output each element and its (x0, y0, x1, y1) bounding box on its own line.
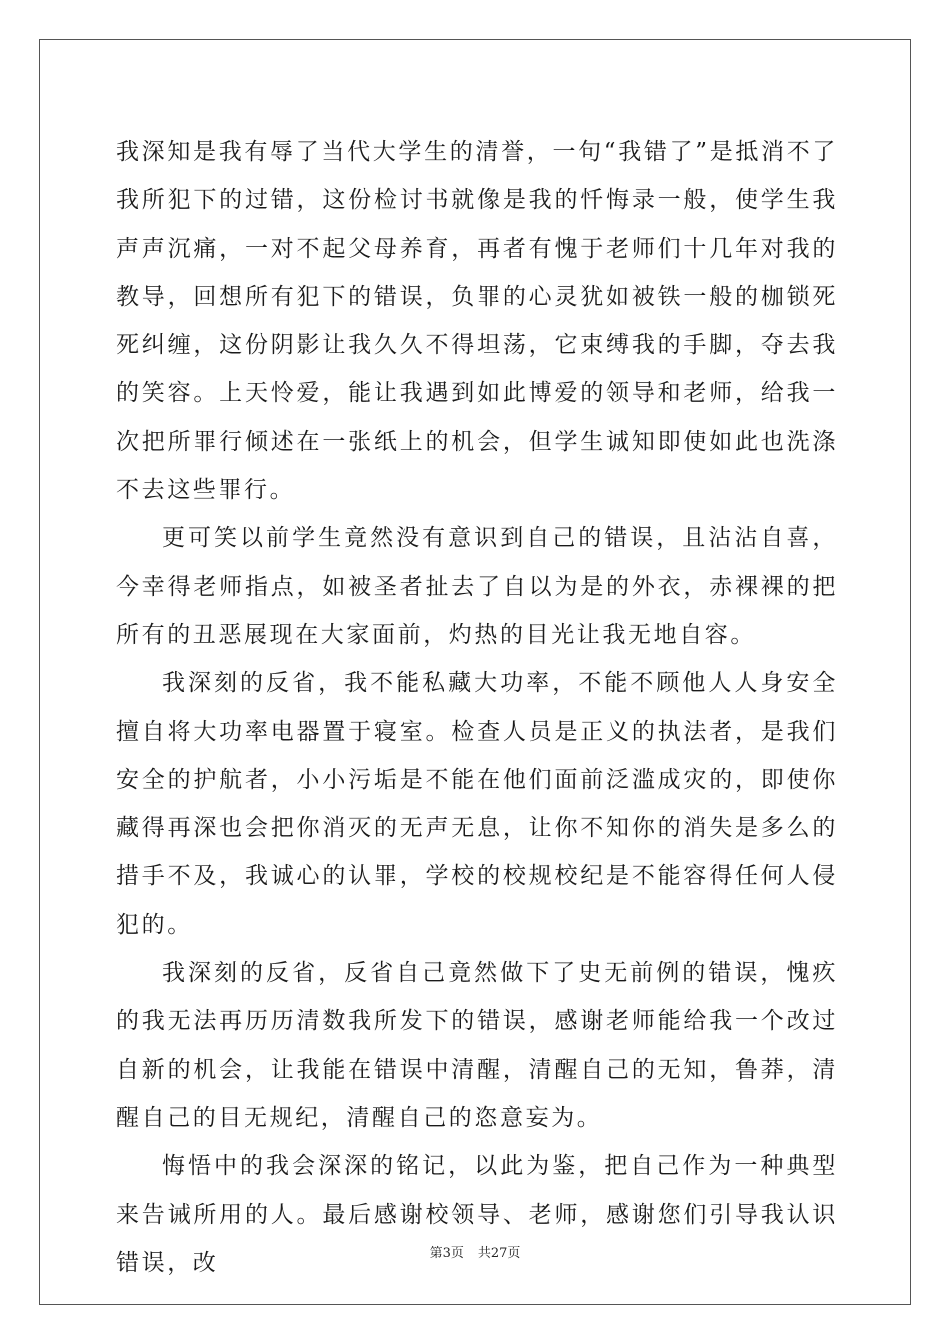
paragraph-3: 我深刻的反省，我不能私藏大功率，不能不顾他人人身安全擅自将大功率电器置于寝室。检查人员是正义的执法者，是我们安全的护航者，小小污垢是不能在他们面前泛滥成灾的，即使你藏得再深也会把你消灭的无声无息，让你不知你的消失是多么的措手不及，我诚心的认罪，学校的校规校纪是不能容得任何人侵犯的。 (116, 670, 838, 938)
document-body (116, 128, 838, 1287)
paragraph-1: 我深知是我有辱了当代大学生的清誉，一句“我错了”是抵消不了我所犯下的过错，这份检讨书就像是我的忏悔录一般，使学生我声声沉痛，一对不起父母养育，再者有愧于老师们十几年对我的教导，回想所有犯下的错误，负罪的心灵犹如被铁一般的枷锁死死纠缠，这份阴影让我久久不得坦荡，它束缚我的手脚，夺去我的笑容。上天怜爱，能让我遇到如此博爱的领导和老师，给我一次把所罪行倾述在一张纸上的机会，但学生诚知即使如此也洗涤不去这些罪行。 (116, 139, 838, 504)
page-footer (0, 1246, 950, 1262)
page-number: 第3页 (429, 1246, 464, 1261)
paragraph-4: 我深刻的反省，反省自己竟然做下了史无前例的错误，愧疚的我无法再历历清数我所发下的错误，感谢老师能给我一个改过自新的机会，让我能在错误中清醒，清醒自己的无知，鲁莽，清醒自己的目无规纪，清醒自己的恣意妄为。 (116, 960, 838, 1131)
paragraph-5: 悔悟中的我会深深的铭记，以此为鉴，把自己作为一种典型来告诫所用的人。最后感谢校领导、老师，感谢您们引导我认识错误，改 (116, 1153, 838, 1276)
paragraph-2: 更可笑以前学生竟然没有意识到自己的错误，且沾沾自喜，今幸得老师指点，如被圣者扯去了自以为是的外衣，赤裸裸的把所有的丑恶展现在大家面前，灼热的目光让我无地自容。 (116, 525, 838, 648)
total-pages: 共27页 (477, 1246, 521, 1261)
